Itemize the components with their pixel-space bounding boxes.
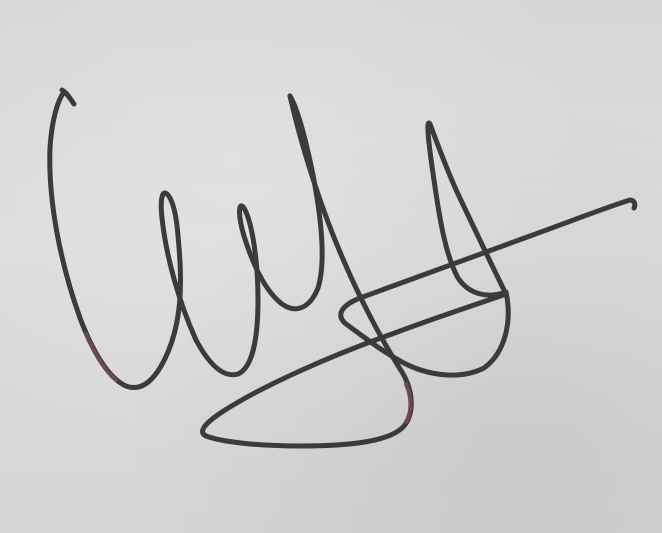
signature-ink-accent-left [86, 334, 116, 380]
signature-stroke-descender [203, 96, 506, 446]
signature-stroke-crossbar [630, 200, 635, 208]
signature-ink-accent-right [406, 384, 411, 422]
signature-strokes [50, 90, 635, 446]
signature-stroke-hook [62, 90, 74, 104]
